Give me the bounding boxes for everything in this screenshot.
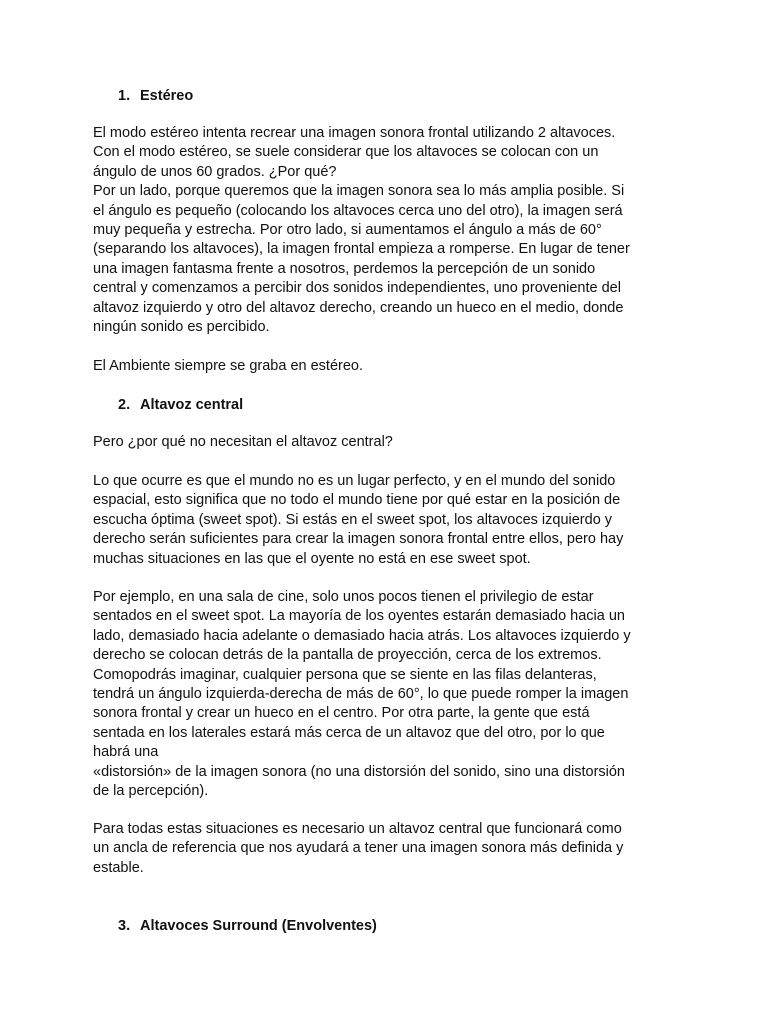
text-line: Con el modo estéreo, se suele considerar que los altavoces se colocan con un <box>93 144 599 161</box>
text-line: ángulo de unos 60 grados. ¿Por qué? <box>93 163 337 180</box>
paragraph-pregunta-central <box>93 433 393 452</box>
text-line: muchas situaciones en las que el oyente no está en ese sweet spot. <box>93 550 531 567</box>
text-line: Por ejemplo, en una sala de cine, solo unos pocos tienen el privilegio de estar <box>93 589 594 605</box>
section-title: Altavoz central <box>140 397 244 413</box>
text-line: lado, demasiado hacia adelante o demasiado hacia atrás. Los altavoces izquierdo y <box>93 627 631 644</box>
section-number: 2. <box>118 397 131 413</box>
section-number: 1. <box>118 88 131 104</box>
text-line: sentados en el sweet spot. La mayoría de los oyentes estarán demasiado hacia un <box>93 608 625 625</box>
paragraph-sala-de-cine <box>93 588 631 801</box>
text-line: central y comenzamos a percibir dos sonidos independientes, uno proveniente del <box>93 280 621 297</box>
text-line: habrá una <box>93 744 159 761</box>
text-line: muy pequeña y estrecha. Por otro lado, si aumentamos el ángulo a más de 60° <box>93 221 602 238</box>
text-line: Por un lado, porque queremos que la imagen sonora sea lo más amplia posible. Si <box>93 183 625 200</box>
text-line: sentada en los laterales estará más cerca de un altavoz que del otro, por lo que <box>93 724 605 741</box>
text-line: de la percepción). <box>93 782 209 799</box>
section-title: Estéreo <box>140 88 194 104</box>
text-line: Lo que ocurre es que el mundo no es un lugar perfecto, y en el mundo del sonido <box>93 473 616 489</box>
text-line: derecho serán suficientes para crear la imagen sonora frontal entre ellos, pero hay <box>93 531 624 548</box>
paragraph-sweet-spot <box>93 472 623 569</box>
text-line: (separando los altavoces), la imagen frontal empieza a romperse. En lugar de tener <box>93 241 630 258</box>
text-line: El modo estéreo intenta recrear una imagen sonora frontal utilizando 2 altavoces. <box>93 125 616 141</box>
text-line: Comopodrás imaginar, cualquier persona que se siente en las filas delanteras, <box>93 666 597 683</box>
text-line: El Ambiente siempre se graba en estéreo. <box>93 358 364 374</box>
text-line: altavoz izquierdo y otro del altavoz derecho, creando un hueco en el medio, donde <box>93 299 624 316</box>
text-line: derecho se colocan detrás de la pantalla de proyección, cerca de los extremos. <box>93 647 602 664</box>
text-line: espacial, esto significa que no todo el mundo tiene por qué estar en la posición de <box>93 492 621 509</box>
section-heading-estereo <box>118 87 193 106</box>
paragraph-ambiente <box>93 357 363 376</box>
text-line: Pero ¿por qué no necesitan el altavoz central? <box>93 434 393 450</box>
text-line: escucha óptima (sweet spot). Si estás en el sweet spot, los altavoces izquierdo y <box>93 511 613 528</box>
section-heading-altavoz-central <box>118 396 243 415</box>
text-line: un ancla de referencia que nos ayudará a tener una imagen sonora más definida y <box>93 840 624 857</box>
text-line: el ángulo es pequeño (colocando los altavoces cerca uno del otro), la imagen será <box>93 202 623 219</box>
paragraph-conclusion-central <box>93 820 623 878</box>
text-line: tendrá un ángulo izquierda-derecha de más de 60°, lo que puede romper la imagen <box>93 685 629 702</box>
text-line: Para todas estas situaciones es necesario un altavoz central que funcionará como <box>93 821 622 837</box>
section-title: Altavoces Surround (Envolventes) <box>140 918 377 934</box>
section-heading-surround <box>118 917 377 936</box>
paragraph-estereo-intro <box>93 124 630 337</box>
text-line: ningún sonido es percibido. <box>93 318 270 335</box>
text-line: «distorsión» de la imagen sonora (no una distorsión del sonido, sino una distorsión <box>93 763 625 780</box>
text-line: sonora frontal y crear un hueco en el centro. Por otra parte, la gente que está <box>93 705 590 722</box>
text-line: una imagen fantasma frente a nosotros, perdemos la percepción de un sonido <box>93 260 596 277</box>
text-line: estable. <box>93 859 144 876</box>
section-number: 3. <box>118 918 131 934</box>
